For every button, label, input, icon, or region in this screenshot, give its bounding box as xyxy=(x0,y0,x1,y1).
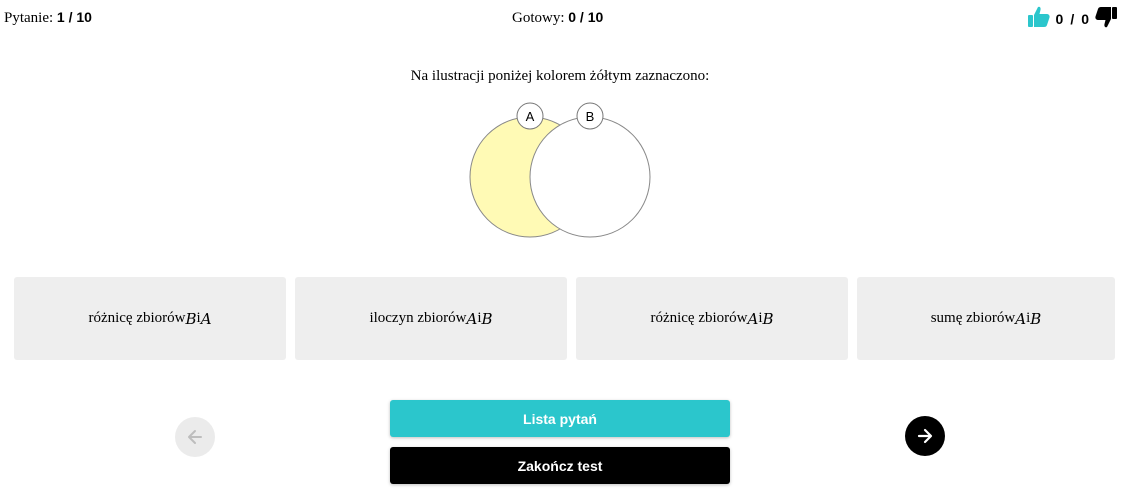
arrow-left-icon xyxy=(185,427,205,447)
score-separator: / xyxy=(1070,11,1075,27)
ready-progress-value: 0 / 10 xyxy=(568,9,604,25)
thumbs-up-icon[interactable] xyxy=(1027,5,1051,33)
answer-option-3[interactable] xyxy=(576,277,848,360)
vote-score xyxy=(1027,5,1118,33)
answer-3-set-1: A xyxy=(747,309,759,328)
answer-4-text: sumę zbiorów xyxy=(930,310,1016,326)
venn-diagram xyxy=(460,100,660,244)
answer-4-set-2: B xyxy=(1030,309,1042,328)
set-b-circle xyxy=(530,117,650,237)
question-text: Na ilustracji poniżej kolorem żółtym zaznaczono: xyxy=(410,68,710,84)
top-bar xyxy=(0,0,1132,36)
answer-3-conjunction: i xyxy=(758,310,763,326)
previous-question-button[interactable] xyxy=(175,417,215,457)
answer-option-2[interactable] xyxy=(295,277,567,360)
likes-count: 0 xyxy=(1055,11,1064,27)
question-list-button[interactable]: Lista pytań xyxy=(390,400,730,437)
answer-2-conjunction: i xyxy=(477,310,482,326)
answer-4-set-1: A xyxy=(1015,309,1027,328)
ready-progress-label: Gotowy: xyxy=(512,10,565,26)
answer-3-text: różnicę zbiorów xyxy=(650,310,748,326)
answer-option-1[interactable] xyxy=(14,277,286,360)
thumbs-down-icon[interactable] xyxy=(1094,5,1118,33)
dislikes-count: 0 xyxy=(1081,11,1089,27)
answer-3-set-2: B xyxy=(762,309,774,328)
answer-1-text: różnicę zbiorów xyxy=(88,310,186,326)
answer-1-conjunction: i xyxy=(196,310,201,326)
answer-option-4[interactable] xyxy=(857,277,1115,360)
set-a-label: A xyxy=(525,109,535,124)
answer-4-conjunction: i xyxy=(1026,310,1031,326)
finish-test-button[interactable]: Zakończ test xyxy=(390,447,730,484)
answer-2-set-1: A xyxy=(466,309,478,328)
ready-progress xyxy=(512,9,603,27)
question-progress xyxy=(4,9,92,27)
set-b-label: B xyxy=(585,109,595,124)
answer-1-set-1: B xyxy=(185,309,197,328)
question-progress-label: Pytanie: xyxy=(4,10,54,26)
answer-2-text: iloczyn zbiorów xyxy=(369,310,467,326)
answer-1-set-2: A xyxy=(200,309,212,328)
arrow-right-icon xyxy=(915,426,935,446)
next-question-button[interactable] xyxy=(905,416,945,456)
question-progress-value: 1 / 10 xyxy=(56,9,92,25)
answer-2-set-2: B xyxy=(481,309,493,328)
answer-options xyxy=(14,277,1115,360)
